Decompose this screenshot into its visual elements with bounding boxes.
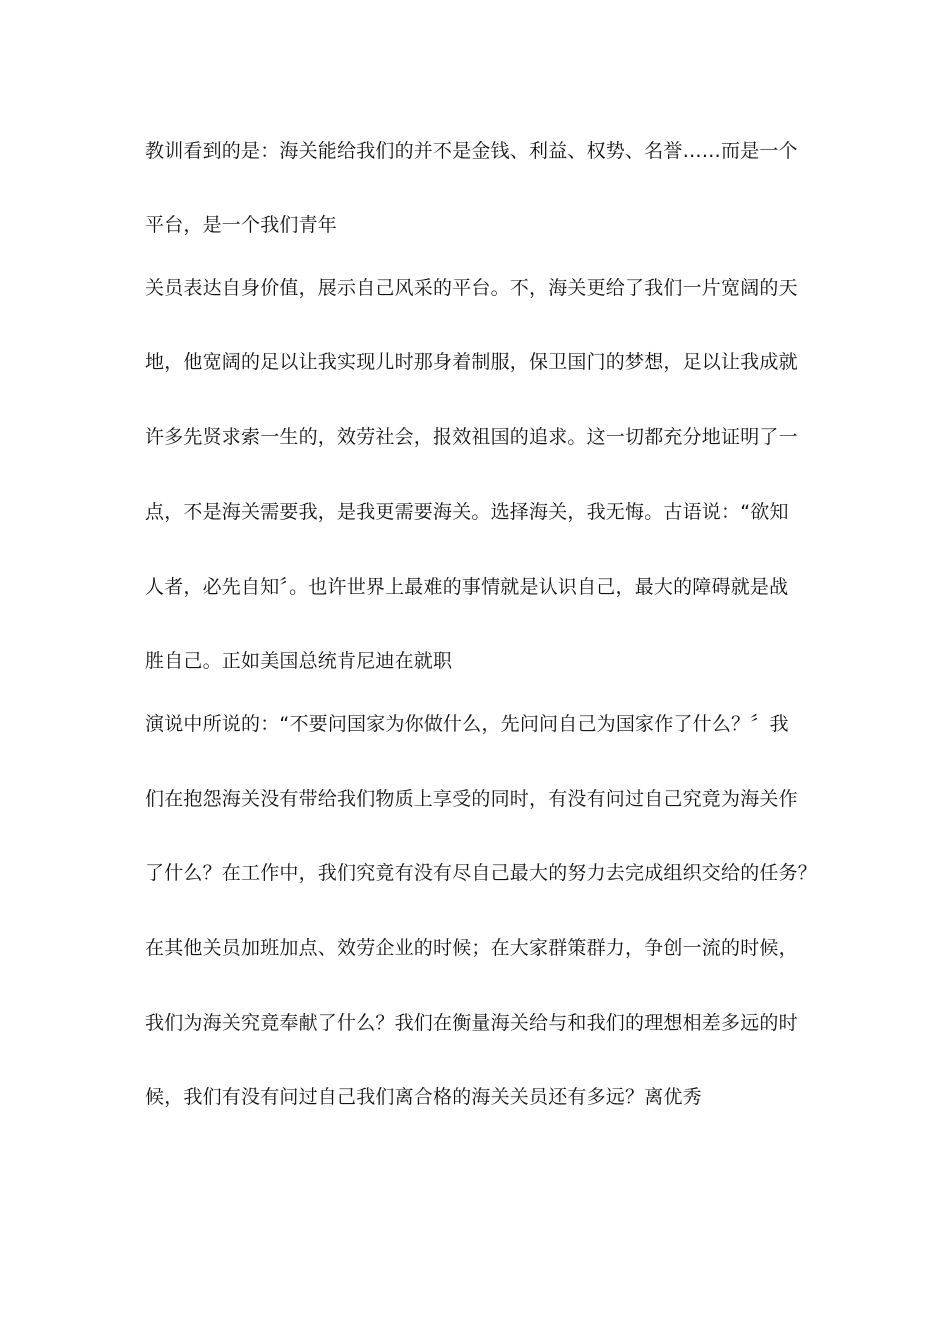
text-line: 在其他关员加班加点、效劳企业的时候；在大家群策群力，争创一流的时候， bbox=[145, 937, 798, 959]
text-line: 们在抱怨海关没有带给我们物质上享受的同时，有没有问过自己究竟为海关作 bbox=[145, 788, 798, 810]
text-line: 人者，必先自知〞。也许世界上最难的事情就是认识自己，最大的障碍就是战 bbox=[145, 576, 789, 598]
text-line: 胜自己。正如美国总统肯尼迪在就职 bbox=[145, 650, 453, 672]
text-line: 我们为海关究竟奉献了什么？我们在衡量海关给与和我们的理想相差多远的时 bbox=[145, 1012, 798, 1034]
text-line: 演说中所说的：“不要问国家为你做什么，先问问自己为国家作了什么？〞我 bbox=[145, 713, 789, 735]
text-line: 候，我们有没有问过自己我们离合格的海关关员还有多远？离优秀 bbox=[145, 1086, 702, 1108]
text-line: 地，他宽阔的足以让我实现儿时那身着制服，保卫国门的梦想，足以让我成就 bbox=[145, 351, 798, 373]
text-line: 教训看到的是：海关能给我们的并不是金钱、利益、权势、名誉……而是一个 bbox=[145, 140, 798, 162]
text-line: 了什么？在工作中，我们究竟有没有尽自己最大的努力去完成组织交给的任务？ bbox=[145, 862, 818, 884]
text-line: 关员表达自身价值，展示自己风采的平台。不，海关更给了我们一片宽阔的天 bbox=[145, 277, 798, 299]
text-line: 许多先贤求索一生的，效劳社会，报效祖国的追求。这一切都充分地证明了一 bbox=[145, 426, 798, 448]
text-line: 点，不是海关需要我，是我更需要海关。选择海关，我无悔。古语说：“欲知 bbox=[145, 501, 789, 523]
text-line: 平台，是一个我们青年 bbox=[145, 214, 338, 236]
